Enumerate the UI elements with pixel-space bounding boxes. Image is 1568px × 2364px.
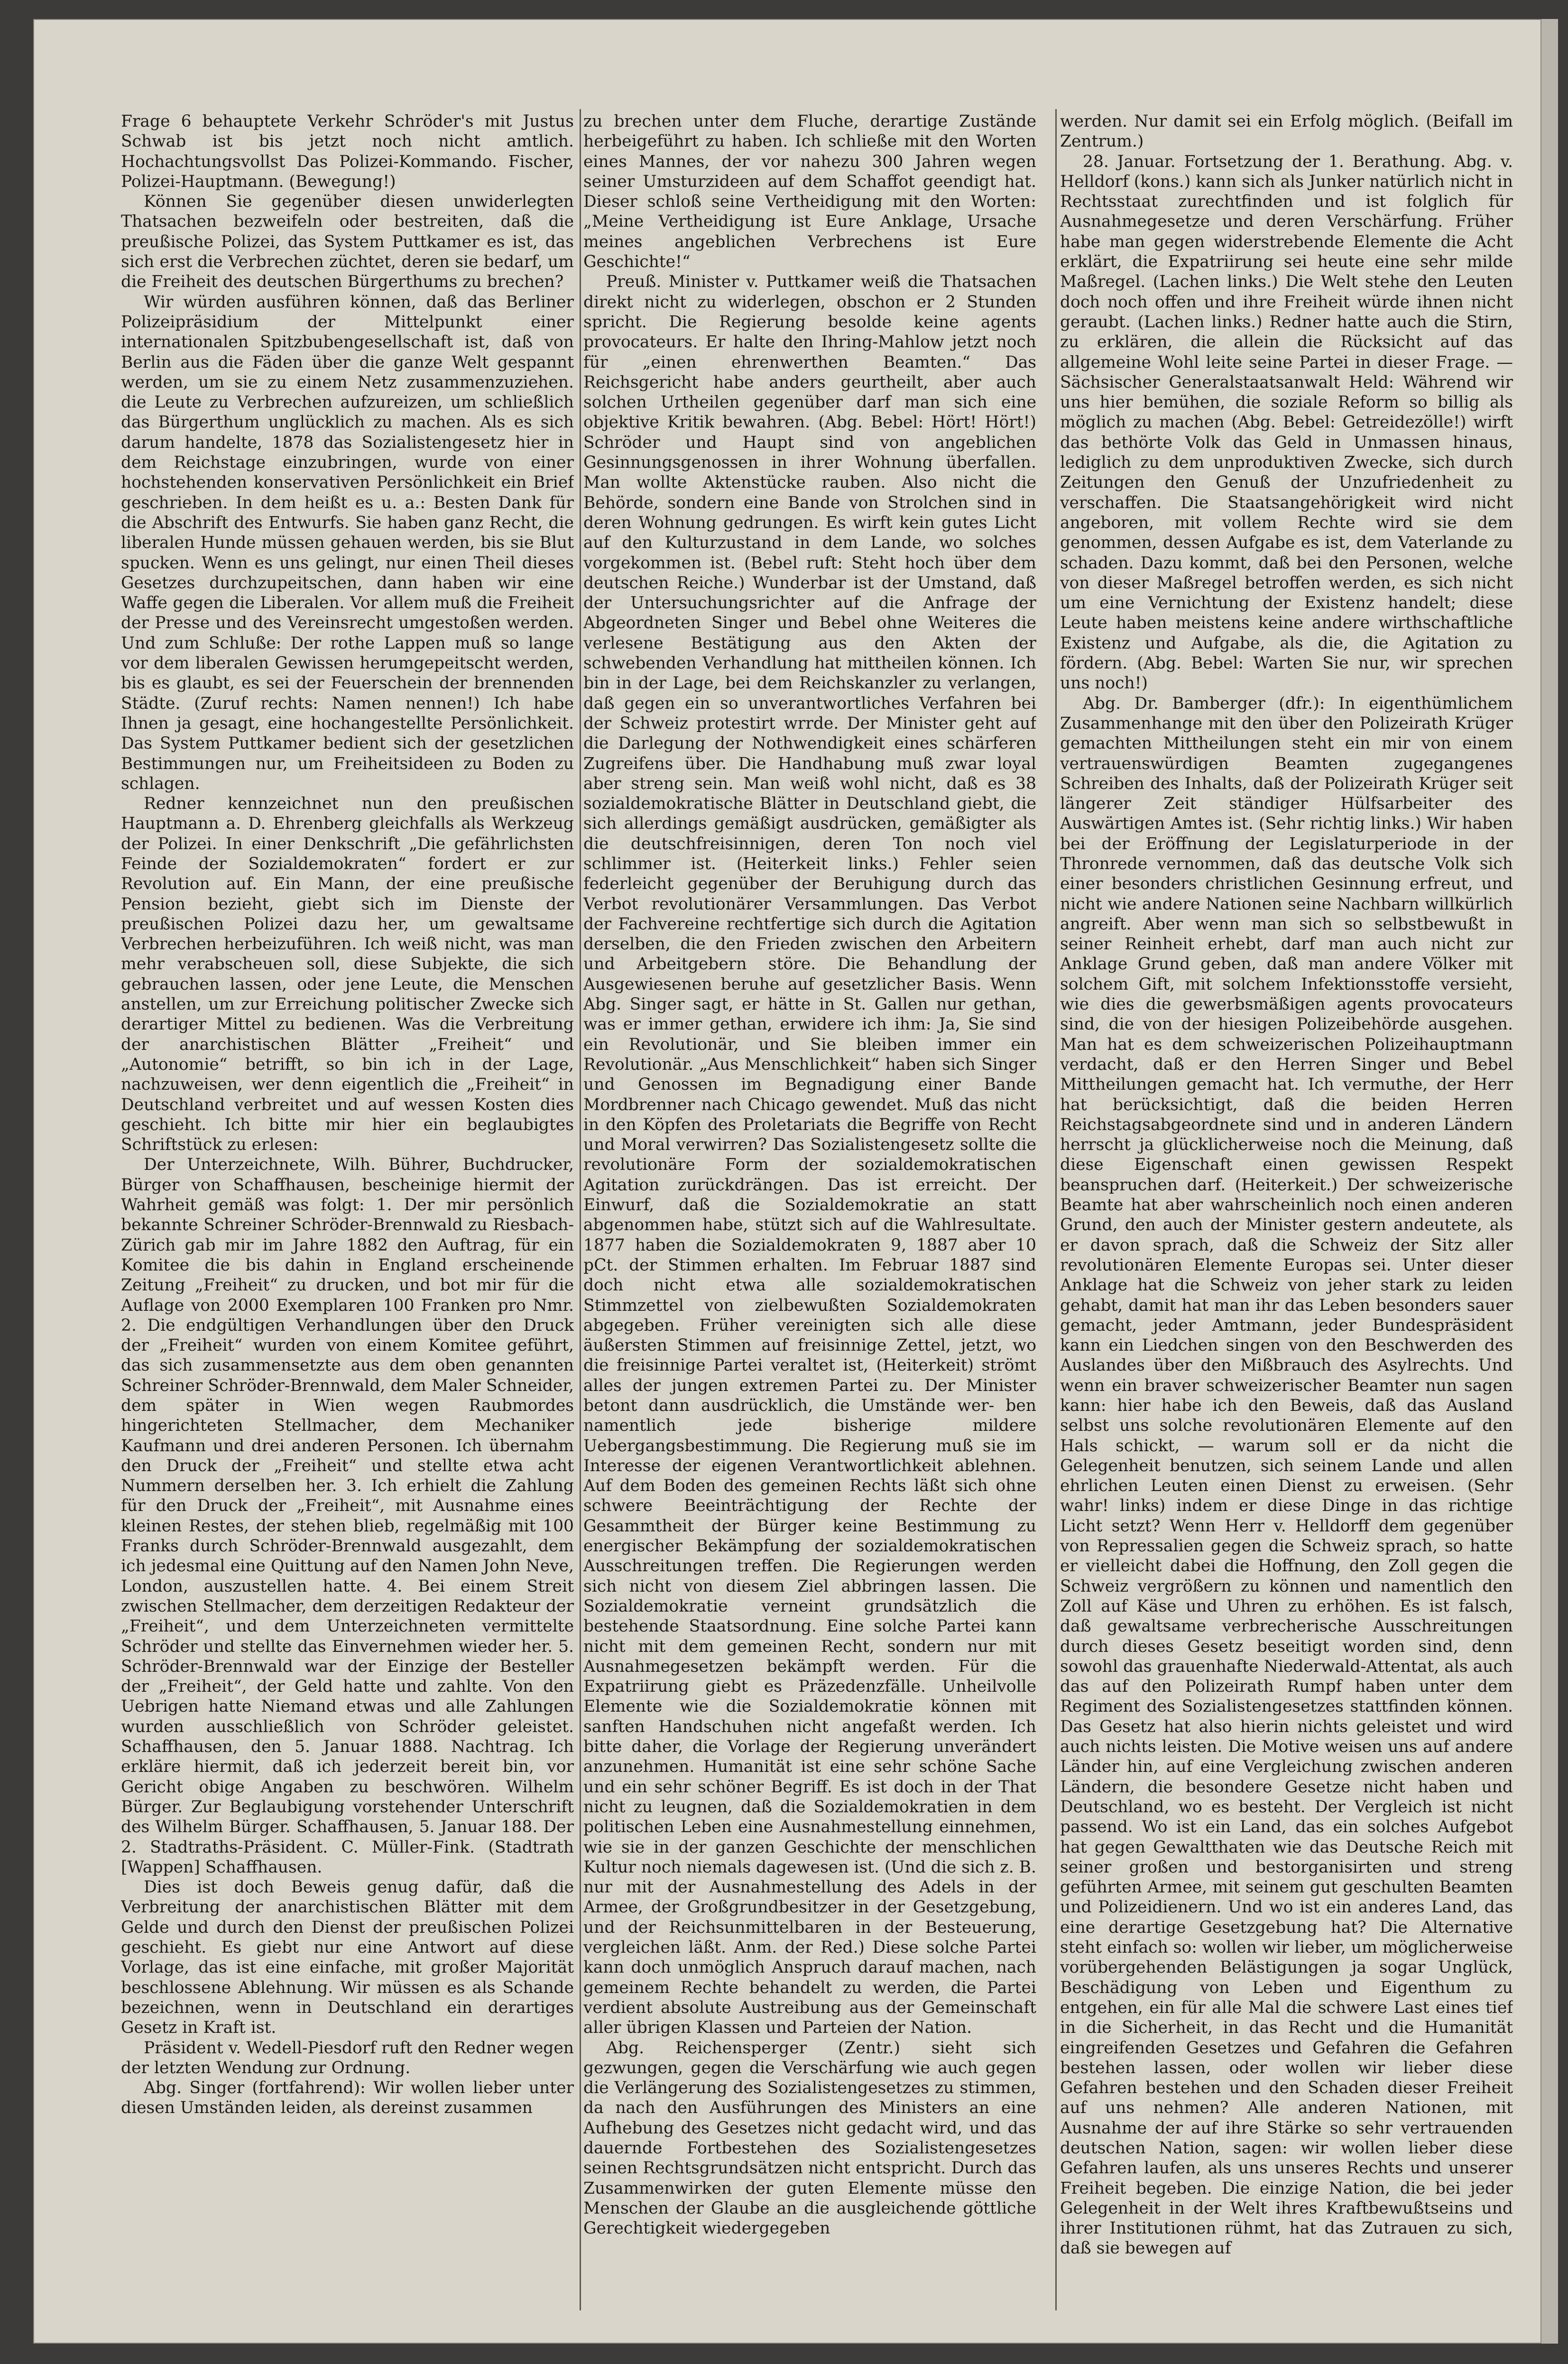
- paragraph: Der Unterzeichnete, Wilh. Bührer, Buchdrucker, Bürger von Schaffhausen, bescheinige hiermit der Wahrheit gemäß was folgt: 1. Der mir persönlich bekannte Schreiner Schröder-Brennwald zu Riesbach-Zürich gab mir im Jahre 1882 den Auftrag, für ein Komitee die bis dahin in England erscheinende Zeitung „Freiheit“ zu drucken, und bot mir für die Auflage von 2000 Exemplaren 100 Franken pro Nmr. 2. Die endgültigen Verhandlungen über den Druck der „Freiheit“ wurden von einem Komitee geführt, das sich zusammensetzte aus dem oben genannten Schreiner Schröder-Brennwald, dem Maler Schneider, dem später in Wien wegen Raubmordes hingerichteten Stellmacher, dem Mechaniker Kaufmann und drei anderen Personen. Ich übernahm den Druck der „Freiheit“ und stellte etwa acht Nummern derselben her. 3. Ich erhielt die Zahlung für den Druck der „Freiheit“, mit Ausnahme eines kleinen Restes, der stehen blieb, regelmäßig mit 100 Franks durch Schröder-Brennwald ausgezahlt, dem ich jedesmal eine Quittung auf den Namen John Neve, London, auszustellen hatte. 4. Bei einem Streit zwischen Stellmacher, dem derzeitigen Redakteur der „Freiheit“, und dem Unterzeichneten vermittelte Schröder und stellte das Einvernehmen wieder her. 5. Schröder-Brennwald war der Einzige der Besteller der „Freiheit“, der Geld hatte und zahlte. Von den Uebrigen hatte Niemand etwas und alle Zahlungen wurden ausschließlich von Schröder geleistet. Schaffhausen, den 5. Januar 1888. Nachtrag. Ich erkläre hiermit, daß ich jederzeit bereit bin, vor Gericht obige Angaben zu beschwören. Wilhelm Bürger. Zur Beglaubigung vorstehender Unterschrift des Wilhelm Bürger. Schaffhausen, 5. Januar 188. Der 2. Stadtraths-Präsident. C. Müller-Fink. (Stadtrath [Wappen] Schaffhausen.: [121, 1155, 574, 1877]
- paragraph: Abg. Dr. Bamberger (dfr.): In eigenthümlichem Zusammenhange mit den über den Polizeirath Krüger gemachten Mittheilungen steht ein mir von einem vertrauenswürdigen Beamten zugegangenes Schreiben des Inhalts, daß der Polizeirath Krüger seit längerer Zeit ständiger Hülfsarbeiter des Auswärtigen Amtes ist. (Sehr richtig links.) Wir haben bei der Eröffnung der Legislaturperiode in der Thronrede vernommen, daß das deutsche Volk sich einer besonders christlichen Gesinnung erfreut, und nicht wie andere Nationen seine Nachbarn willkürlich angreift. Aber wenn man sich so selbstbewußt in seiner Reinheit erhebt, darf man auch nicht zur Anklage Grund geben, daß man andere Völker mit solchem Gift, mit solchem Infektionsstoffe versieht, wie dies die gewerbsmäßigen agents provocateurs sind, die von der hiesigen Polizeibehörde ausgehen. Man hat es dem schweizerischen Polizeihauptmann verdacht, daß er den Herren Singer und Bebel Mittheilungen gemacht hat. Ich vermuthe, der Herr hat berücksichtigt, daß die beiden Herren Reichstagsabgeordnete sind und in anderen Ländern herrscht ja glücklicherweise noch die Meinung, daß diese Eigenschaft einen gewissen Respekt beanspruchen darf. (Heiterkeit.) Der schweizerische Beamte hat aber wahrscheinlich noch einen anderen Grund, den auch der Minister gestern andeutete, als er davon sprach, daß die Schweiz der Sitz aller revolutionären Elemente Europas sei. Unter dieser Anklage hat die Schweiz von jeher stark zu leiden gehabt, damit hat man ihr das Leben besonders sauer gemacht, jeder Amtmann, jeder Bundespräsident kann ein Liedchen singen von den Beschwerden des Auslandes über den Mißbrauch des Asylrechts. Und wenn ein braver schweizerischer Beamter nun sagen kann: hier habe ich den Beweis, daß das Ausland selbst uns solche revolutionären Elemente auf den Hals schickt, — warum soll er da nicht die Gelegenheit benutzen, sich seinem Lande und allen ehrlichen Leuten einen Dienst zu erweisen. (Sehr wahr! links) indem er diese Dinge in das richtige Licht setzt? Wenn Herr v. Helldorff dem gegenüber von Repressalien gegen die Schweiz sprach, so hatte er vielleicht dabei die Hoffnung, den Zoll gegen die Schweiz vergrößern zu können und namentlich den Zoll auf Käse und Uhren zu erhöhen. Es ist falsch, daß gewaltsame verbrecherische Ausschreitungen durch dieses Gesetz beseitigt worden sind, denn sowohl das grauenhafte Niederwald-Attentat, als auch das auf den Polizeirath Rumpf haben unter dem Regiment des Sozialistengesetzes stattfinden können. Das Gesetz hat also hierin nichts geleistet und wird auch nichts leisten. Die Motive weisen uns auf andere Länder hin, auf eine Vergleichung zwischen anderen Ländern, die besondere Gesetze nicht haben und Deutschland, wo es besteht. Der Vergleich ist nicht passend. Wo ist ein Land, das ein solches Aufgebot hat gegen Gewaltthaten wie das Deutsche Reich mit seiner großen und bestorganisirten und streng geführten Armee, mit seinem gut geschulten Beamten und Polizeidienern. Und wo ist ein anderes Land, das eine derartige Gesetzgebung hat? Die Alternative steht einfach so: wollen wir lieber, um möglicherweise vorübergehenden Belästigungen ja sogar Unglück, Beschädigung von Leben und Eigenthum zu entgehen, ein für alle Mal die schwere Last eines tief in die Sicherheit, in das Recht und die Humanität eingreifenden Gesetzes und Gefahren die Gefahren bestehen lassen, oder wollen wir lieber diese Gefahren bestehen und den Schaden dieser Freiheit auf uns nehmen? Alle anderen Nationen, mit Ausnahme der auf ihre Stärke so sehr vertrauenden deutschen Nation, sagen: wir wollen lieber diese Gefahren laufen, als uns unseres Rechts und unserer Freiheit begeben. Die einzige Nation, die bei jeder Gelegenheit in der Welt ihres Kraftbewußtseins und ihrer Institutionen rühmt, hat das Zutrauen zu sich, daß sie bewegen auf: [1060, 694, 1513, 2258]
- paragraph: Können Sie gegenüber diesen unwiderlegten Thatsachen bezweifeln oder bestreiten, daß die preußische Polizei, das System Puttkamer es ist, das sich erst die Verbrechen züchtet, deren sie bedarf, um die Freiheit des deutschen Bürgerthums zu brechen?: [121, 192, 574, 292]
- paragraph: Dies ist doch Beweis genug dafür, daß die Verbreitung der anarchistischen Blätter mit dem Gelde und durch den Dienst der preußischen Polizei geschieht. Es giebt nur eine Antwort auf diese Vorlage, das ist eine einfache, mit großer Majorität beschlossene Ablehnung. Wir müssen es als Schande bezeichnen, wenn in Deutschland ein derartiges Gesetz in Kraft ist.: [121, 1878, 574, 2038]
- paragraph: werden. Nur damit sei ein Erfolg möglich. (Beifall im Zentrum.): [1060, 112, 1513, 151]
- paragraph: 28. Januar. Fortsetzung der 1. Berathung. Abg. v. Helldorf (kons.) kann sich als Junker natürlich nicht in Rechtsstaat zurechtfinden und ist folglich für Ausnahmegesetze und deren Verschärfung. Früher habe man gegen widerstrebende Elemente die Acht erklärt, die Expatriirung sei heute eine sehr milde Maßregel. (Lachen links.) Die Welt stehe den Leuten doch noch offen und ihre Freiheit würde ihnen nicht geraubt. (Lachen links.) Redner hatte auch die Stirn, zu erklären, die allein die Rücksicht auf das allgemeine Wohl leite seine Partei in dieser Frage. — Sächsischer Generalstaatsanwalt Held: Während wir uns hier bemühen, die soziale Reform so billig als möglich zu machen (Abg. Bebel: Getreidezölle!) wirft das bethörte Volk das Geld in Unmassen hinaus, lediglich zu dem unproduktiven Zwecke, sich durch Zeitungen den Genuß der Unzufriedenheit zu verschaffen. Die Staatsangehörigkeit wird nicht angeboren, mit vollem Rechte wird sie dem genommen, dessen Aufgabe es ist, dem Vaterlande zu schaden. Dazu kommt, daß bei den Personen, welche von dieser Maßregel betroffen werden, es sich nicht um eine Vernichtung der Existenz handelt; diese Leute haben meistens keine andere wirthschaftliche Existenz und Aufgabe, als die, die Agitation zu fördern. (Abg. Bebel: Warten Sie nur, wir sprechen uns noch!): [1060, 152, 1513, 693]
- paragraph: Präsident v. Wedell-Piesdorf ruft den Redner wegen der letzten Wendung zur Ordnung.: [121, 2038, 574, 2077]
- paragraph: Abg. Reichensperger (Zentr.) sieht sich gezwungen, gegen die Verschärfung wie auch gegen die Verlängerung des Sozialistengesetzes zu stimmen, da nach den Ausführungen des Ministers an eine Aufhebung des Gesetzes nicht gedacht wird, und das dauernde Fortbestehen des Sozialistengesetzes seinen Rechtsgrundsätzen nicht entspricht. Durch das Zusammenwirken der guten Elemente müsse den Menschen der Glaube an die ausgleichende göttliche Gerechtigkeit wiedergegeben: [583, 2038, 1036, 2238]
- paragraph: Abg. Singer (fortfahrend): Wir wollen lieber unter diesen Umständen leiden, als dereinst zusammen: [121, 2078, 574, 2118]
- column-rule-2: [1055, 109, 1057, 2310]
- column-rule-1: [580, 109, 581, 2310]
- paragraph: zu brechen unter dem Fluche, derartige Zustände herbeigeführt zu haben. Ich schließe mit den Worten eines Mannes, der vor nahezu 300 Jahren wegen seiner Umsturzideen auf dem Schaffot geendigt hat. Dieser schloß seine Vertheidigung mit den Worten: „Meine Vertheidigung ist Eure Anklage, Ursache meines angeblichen Verbrechens ist Eure Geschichte!“: [583, 112, 1036, 272]
- text-column-2: [583, 111, 1036, 2322]
- page-fold-edge: [1541, 19, 1558, 2344]
- paragraph: Preuß. Minister v. Puttkamer weiß die Thatsachen direkt nicht zu widerlegen, obschon er 2 Stunden spricht. Die Regierung besolde keine agents provocateurs. Er halte den Ihring-Mahlow jetzt noch für „einen ehrenwerthen Beamten.“ Das Reichsgericht habe anders geurtheilt, aber auch solchen Urtheilen gegenüber darf man sich eine objektive Kritik bewahren. (Abg. Bebel: Hört! Hört!) Schröder und Haupt sind von angeblichen Gesinnungsgenossen in ihrer Wohnung überfallen. Man wollte Aktenstücke rauben. Also nicht die Behörde, sondern eine Bande von Strolchen sind in deren Wohnung gedrungen. Es wirft kein gutes Licht auf den Kulturzustand in dem Lande, wo solches vorgekommen ist. (Bebel ruft: Steht hoch über dem deutschen Reiche.) Wunderbar ist der Umstand, daß der Untersuchungsrichter auf die Anfrage der Abgeordneten Singer und Bebel ohne Weiteres die verlesene Bestätigung aus den Akten der schwebenden Verhandlung hat mittheilen können. Ich bin in der Lage, bei dem Reichskanzler zu verlangen, daß gegen ein so unverantwortliches Verfahren bei der Schweiz protestirt wrrde. Der Minister geht auf die Darlegung der Nothwendigkeit eines schärferen Zugreifens über. Die Handhabung muß zwar loyal aber streng sein. Man weiß wohl nicht, daß es 38 sozialdemokratische Blätter in Deutschland giebt, die sich allerdings gemäßigt ausdrücken, gemäßigter als die deutschfreisinnigen, deren Ton noch viel schlimmer ist. (Heiterkeit links.) Fehler seien federleicht gegenüber der Beruhigung durch das Verbot revolutionärer Versammlungen. Das Verbot der Fachvereine rechtfertige sich durch die Agitation derselben, die den Frieden zwischen den Arbeitern und Arbeitgebern störe. Die Behandlung der Ausgewiesenen beruhe auf gesetzlicher Basis. Wenn Abg. Singer sagt, er hätte in St. Gallen nur gethan, was er immer gethan, erwidere ich ihm: Ja, Sie sind ein Revolutionär, und Sie bleiben immer ein Revolutionär. „Aus Menschlichkeit“ haben sich Singer und Genossen im Begnadigung einer Bande Mordbrenner nach Chicago gewendet. Muß das nicht in den Köpfen des Proletariats die Begriffe von Recht und Moral verwirren? Das Sozialistengesetz sollte die revolutionäre Form der sozialdemokratischen Agitation zurückdrängen. Das ist erreicht. Der Einwurf, daß die Sozialdemokratie an statt abgenommen habe, stützt sich auf die Wahlresultate. 1877 haben die Sozialdemokraten 9, 1887 aber 10 pCt. der Stimmen erhalten. Im Februar 1887 sind doch nicht etwa alle sozialdemokratischen Stimmzettel von zielbewußten Sozialdemokraten abgegeben. Früher vereinigten sich alle diese äußersten Stimmen auf freisinnige Zettel, jetzt, wo die freisinnige Partei veraltet ist, (Heiterkeit) strömt alles der jungen extremen Partei zu. Der Minister betont dann ausdrücklich, die Umstände wer- ben namentlich jede bisherige mildere Uebergangsbestimmung. Die Regierung muß sie im Interesse der eigenen Verantwortlichkeit ablehnen. Auf dem Boden des gemeinen Rechts läßt sich ohne schwere Beeinträchtigung der Rechte der Gesammtheit der Bürger keine Bestimmung zu energischer Bekämpfung der sozialdemokratischen Ausschreitungen treffen. Die Regierungen werden sich nicht von diesem Ziel abbringen lassen. Die Sozialdemokratie verneint grundsätzlich die bestehende Staatsordnung. Eine solche Partei kann nicht mit dem gemeinen Recht, sondern nur mit Ausnahmegesetzen bekämpft werden. Für die Expatriirung giebt es Präzedenzfälle. Unheilvolle Elemente wie die Sozialdemokratie können mit sanften Handschuhen nicht angefaßt werden. Ich bitte daher, die Vorlage der Regierung unverändert anzunehmen. Humanität ist eine sehr schöne Sache und ein sehr schöner Begriff. Es ist doch in der That nicht zu leugnen, daß die Sozialdemokratien in dem politischen Leben eine Ausnahmestellung einnehmen, wie sie in der ganzen Geschichte der menschlichen Kultur noch niemals dagewesen ist. (Und die sich z. B. nur mit der Ausnahmestellung des Adels in der Armee, der Großgrundbesitzer in der Gesetzgebung, und der Reichsunmittelbaren in der Besteuerung, vergleichen läßt. Anm. der Red.) Diese solche Partei kann doch unmöglich Anspruch darauf machen, nach gemeinem Rechte behandelt zu werden, die Partei verdient absolute Austreibung aus der Gemeinschaft aller übrigen Klassen und Parteien der Nation.: [583, 272, 1036, 2038]
- text-column-1: [121, 111, 574, 2322]
- paragraph: Redner kennzeichnet nun den preußischen Hauptmann a. D. Ehrenberg gleichfalls als Werkzeug der Polizei. In einer Denkschrift „Die gefährlichsten Feinde der Sozialdemokraten“ fordert er zur Revolution auf. Ein Mann, der eine preußische Pension bezieht, giebt sich im Dienste der preußischen Polizei dazu her, um gewaltsame Verbrechen herbeizuführen. Ich weiß nicht, was man mehr verabscheuen soll, diese Subjekte, die sich gebrauchen lassen, oder jene Leute, die Menschen anstellen, um zur Erreichung politischer Zwecke sich derartiger Mittel zu bedienen. Was die Verbreitung der anarchistischen Blätter „Freiheit“ und „Autonomie“ betrifft, so bin ich in der Lage, nachzuweisen, wer denn eigentlich die „Freiheit“ in Deutschland verbreitet und auf wessen Kosten dies geschieht. Ich bitte mir hier ein beglaubigtes Schriftstück zu erlesen:: [121, 794, 574, 1155]
- paragraph: Wir würden ausführen können, daß das Berliner Polizeipräsidium der Mittelpunkt einer internationalen Spitzbubengesellschaft ist, daß von Berlin aus die Fäden über die ganze Welt gespannt werden, um sie zu einem Netz zusammenzuziehen. die Leute zu Verbrechen aufzureizen, um schließlich das Bürgerthum unglücklich zu machen. Als es sich darum handelte, 1878 das Sozialistengesetz hier in dem Reichstage einzubringen, wurde von einer hochstehenden konservativen Persönlichkeit ein Brief geschrieben. In dem heißt es u. a.: Besten Dank für die Abschrift des Entwurfs. Sie haben ganz Recht, die liberalen Hunde müssen gehauen werden, bis sie Blut spucken. Wenn es uns gelingt, nur einen Theil dieses Gesetzes durchzupeitschen, dann haben wir eine Waffe gegen die Liberalen. Vor allem muß die Freiheit der Presse und des Vereinsrecht umgestoßen werden. Und zum Schluße: Der rothe Lappen muß so lange vor dem liberalen Gewissen herumgepeitscht werden, bis es glaubt, es sei der Feuerschein der brennenden Städte. (Zuruf rechts: Namen nennen!) Ich habe Ihnen ja gesagt, eine hochangestellte Persönlichkeit. Das System Puttkamer bedient sich der gesetzlichen Bestimmungen nur, um Freiheitsideen zu Boden zu schlagen.: [121, 292, 574, 793]
- paragraph: Frage 6 behauptete Verkehr Schröder's mit Justus Schwab ist bis jetzt noch nicht amtlich. Hochachtungsvollst Das Polizei-Kommando. Fischer, Polizei-Hauptmann. (Bewegung!): [121, 112, 574, 191]
- text-column-3: [1060, 111, 1513, 2322]
